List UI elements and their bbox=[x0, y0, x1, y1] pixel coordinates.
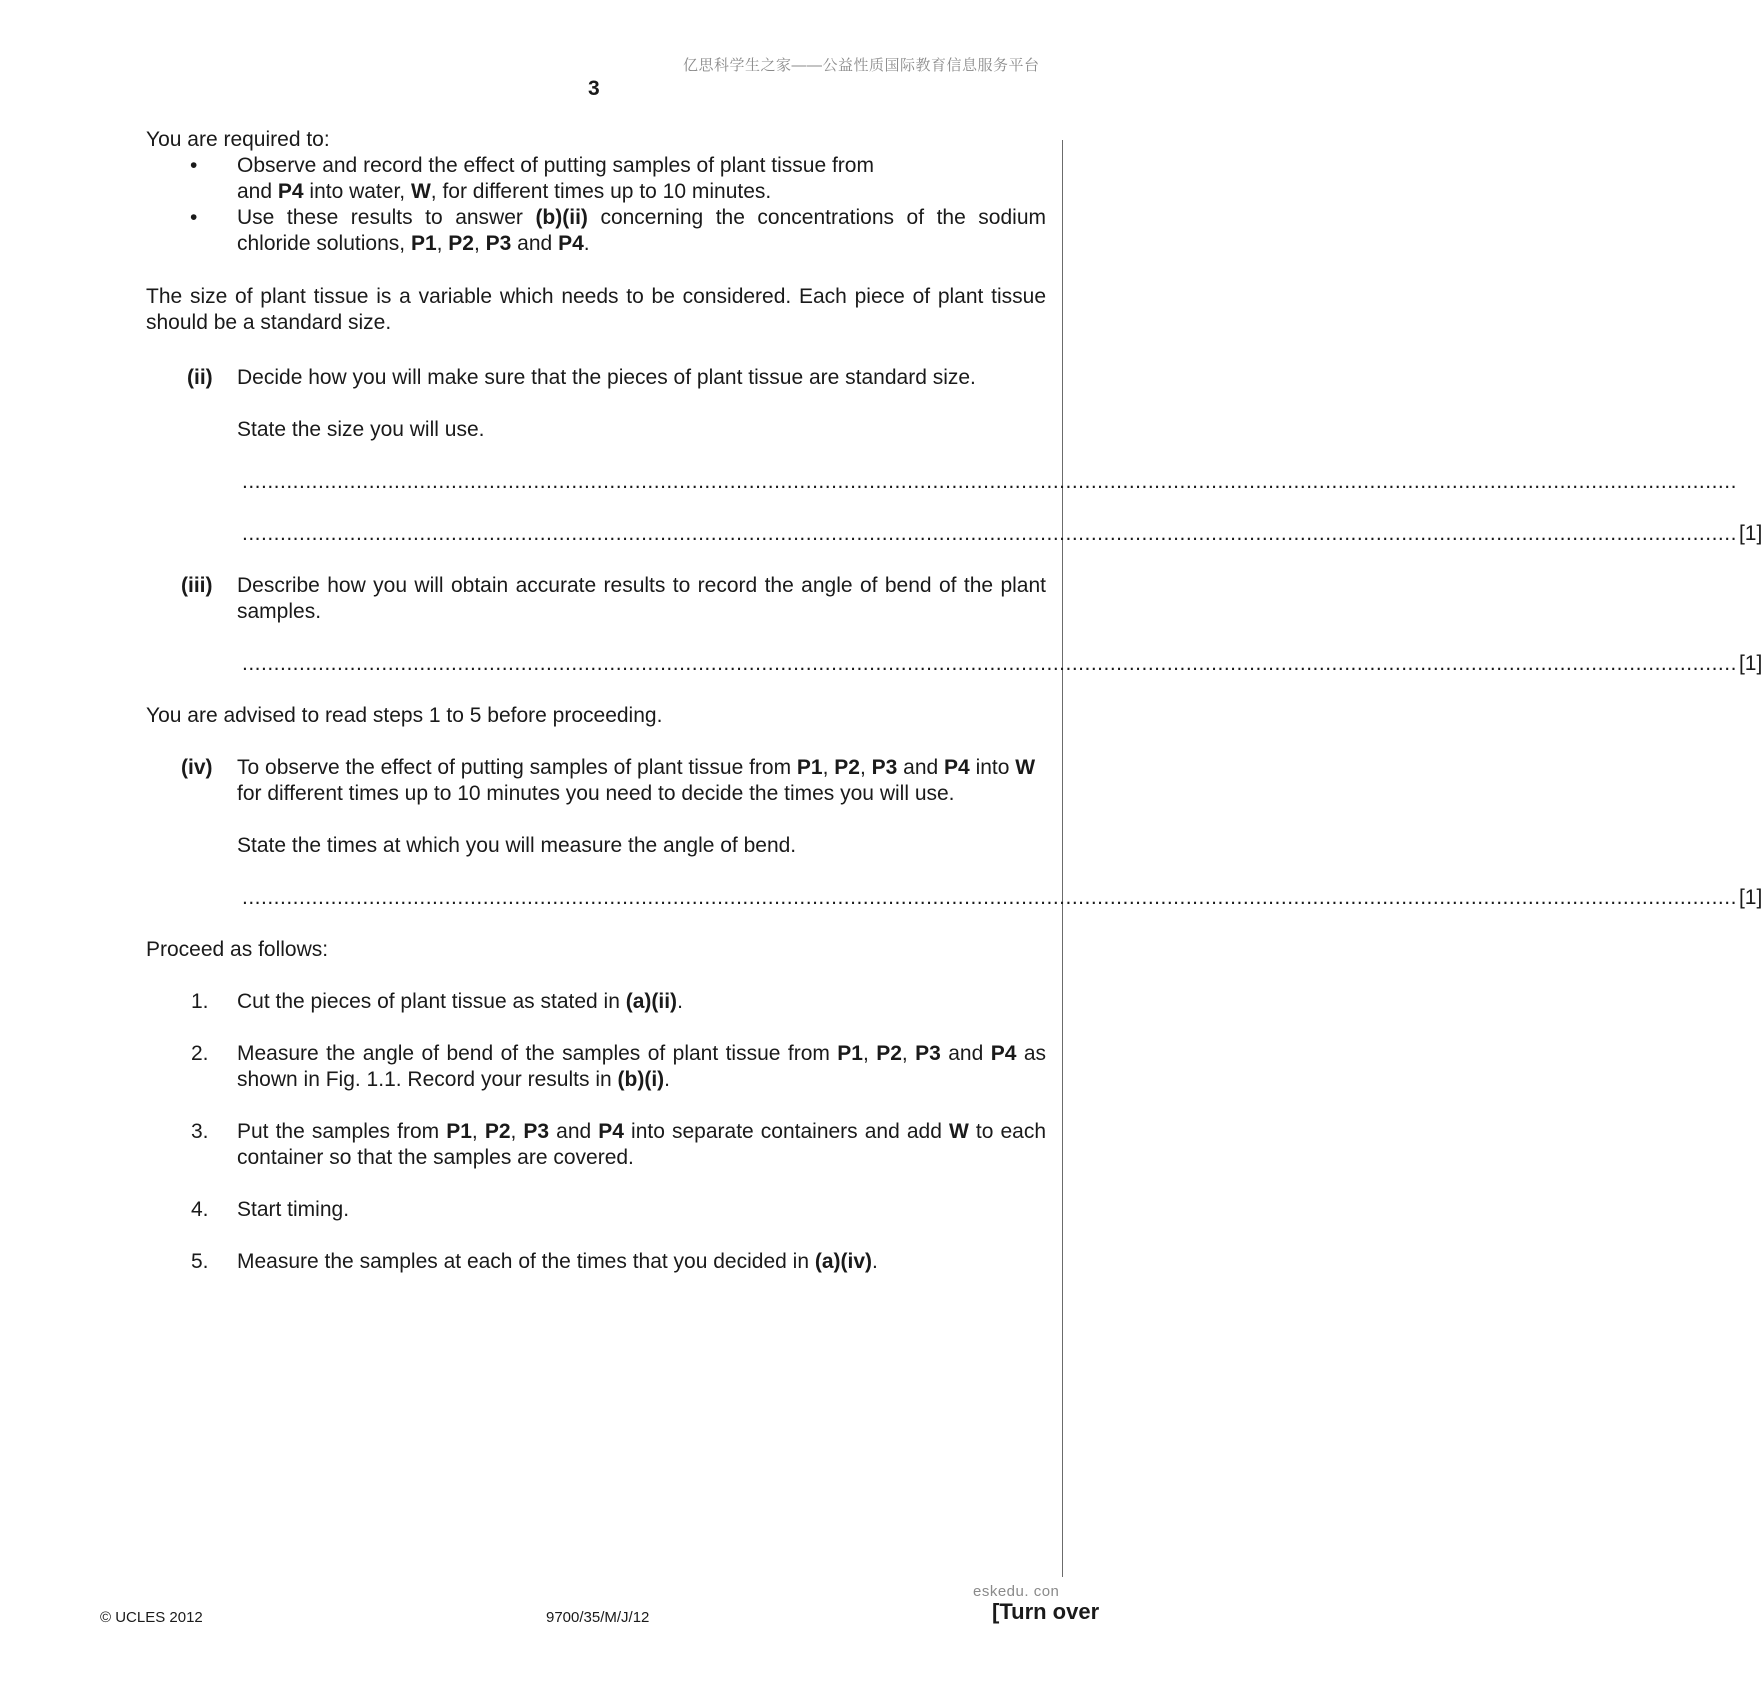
marks-label: [1] bbox=[1738, 886, 1762, 909]
advised-text: You are advised to read steps 1 to 5 before proceeding. bbox=[146, 704, 663, 727]
step-number: 1. bbox=[191, 990, 209, 1013]
step-number: 2. bbox=[191, 1042, 209, 1065]
question-iii-text: Describe how you will obtain accurate results to record the angle of bend of the plant samples. bbox=[237, 574, 1046, 623]
paper-code: 9700/35/M/J/12 bbox=[546, 1609, 650, 1626]
size-paragraph: The size of plant tissue is a variable which needs to be considered. Each piece of plant tissue should be a standard size. bbox=[146, 285, 1046, 334]
question-ii-subtext: State the size you will use. bbox=[237, 418, 485, 441]
marks-label: [1] bbox=[1738, 522, 1762, 545]
bullet-1-line-2: and P4 into water, W, for different times up to 10 minutes. bbox=[237, 180, 772, 203]
step-5-text: Measure the samples at each of the times that you decided in (a)(iv). bbox=[237, 1250, 878, 1273]
required-to-text: You are required to: bbox=[146, 128, 330, 151]
bullet-1-icon: • bbox=[190, 154, 198, 177]
step-number: 3. bbox=[191, 1120, 209, 1143]
answer-line[interactable]: ............................................................................................................................................................................................................................................ [1] bbox=[242, 522, 1762, 545]
answer-line[interactable]: ............................................................................................................................................................................................................................................ [1] bbox=[242, 652, 1762, 675]
bullet-1-line-1: Observe and record the effect of putting samples of plant tissue from bbox=[237, 154, 874, 177]
step-4-text: Start timing. bbox=[237, 1198, 350, 1221]
step-2-text: Measure the angle of bend of the samples of plant tissue from P1, P2, P3 and P4 as shown in Fig. 1.1. Record your results in (b)(i). bbox=[237, 1042, 1046, 1091]
question-label-ii: (ii) bbox=[187, 366, 213, 389]
step-1-text: Cut the pieces of plant tissue as stated in (a)(ii). bbox=[237, 990, 683, 1013]
answer-line[interactable]: ............................................................................................................................................................................................................................................ [1] bbox=[242, 886, 1762, 909]
header-watermark: 亿思科学生之家——公益性质国际教育信息服务平台 bbox=[683, 57, 1040, 74]
question-iv-subtext: State the times at which you will measure the angle of bend. bbox=[237, 834, 797, 857]
step-number: 4. bbox=[191, 1198, 209, 1221]
footer-watermark: eskedu. con bbox=[973, 1583, 1060, 1600]
bullet-2-icon: • bbox=[190, 206, 198, 229]
page-number: 3 bbox=[588, 77, 600, 100]
question-label-iii: (iii) bbox=[181, 574, 213, 597]
answer-line[interactable]: ............................................................................................................................................................................................................................................ bbox=[242, 470, 1737, 493]
proceed-text: Proceed as follows: bbox=[146, 938, 329, 961]
step-3-text: Put the samples from P1, P2, P3 and P4 into separate containers and add W to each container so that the samples are covered. bbox=[237, 1120, 1046, 1169]
question-ii-text: Decide how you will make sure that the pieces of plant tissue are standard size. bbox=[237, 366, 976, 389]
turn-over-text: [Turn over bbox=[992, 1599, 1100, 1624]
step-number: 5. bbox=[191, 1250, 209, 1273]
margin-line bbox=[1062, 140, 1063, 1577]
question-iv-text: To observe the effect of putting samples of plant tissue from P1, P2, P3 and P4 into W for different times up to 10 minutes you need to decide the times you will use. bbox=[237, 756, 1036, 805]
bullet-2-text: Use these results to answer (b)(ii) concerning the concentrations of the sodium chloride solutions, P1, P2, P3 and P4. bbox=[237, 206, 1047, 255]
question-label-iv: (iv) bbox=[181, 756, 213, 779]
marks-label: [1] bbox=[1738, 652, 1762, 675]
copyright-text: © UCLES 2012 bbox=[100, 1609, 203, 1626]
